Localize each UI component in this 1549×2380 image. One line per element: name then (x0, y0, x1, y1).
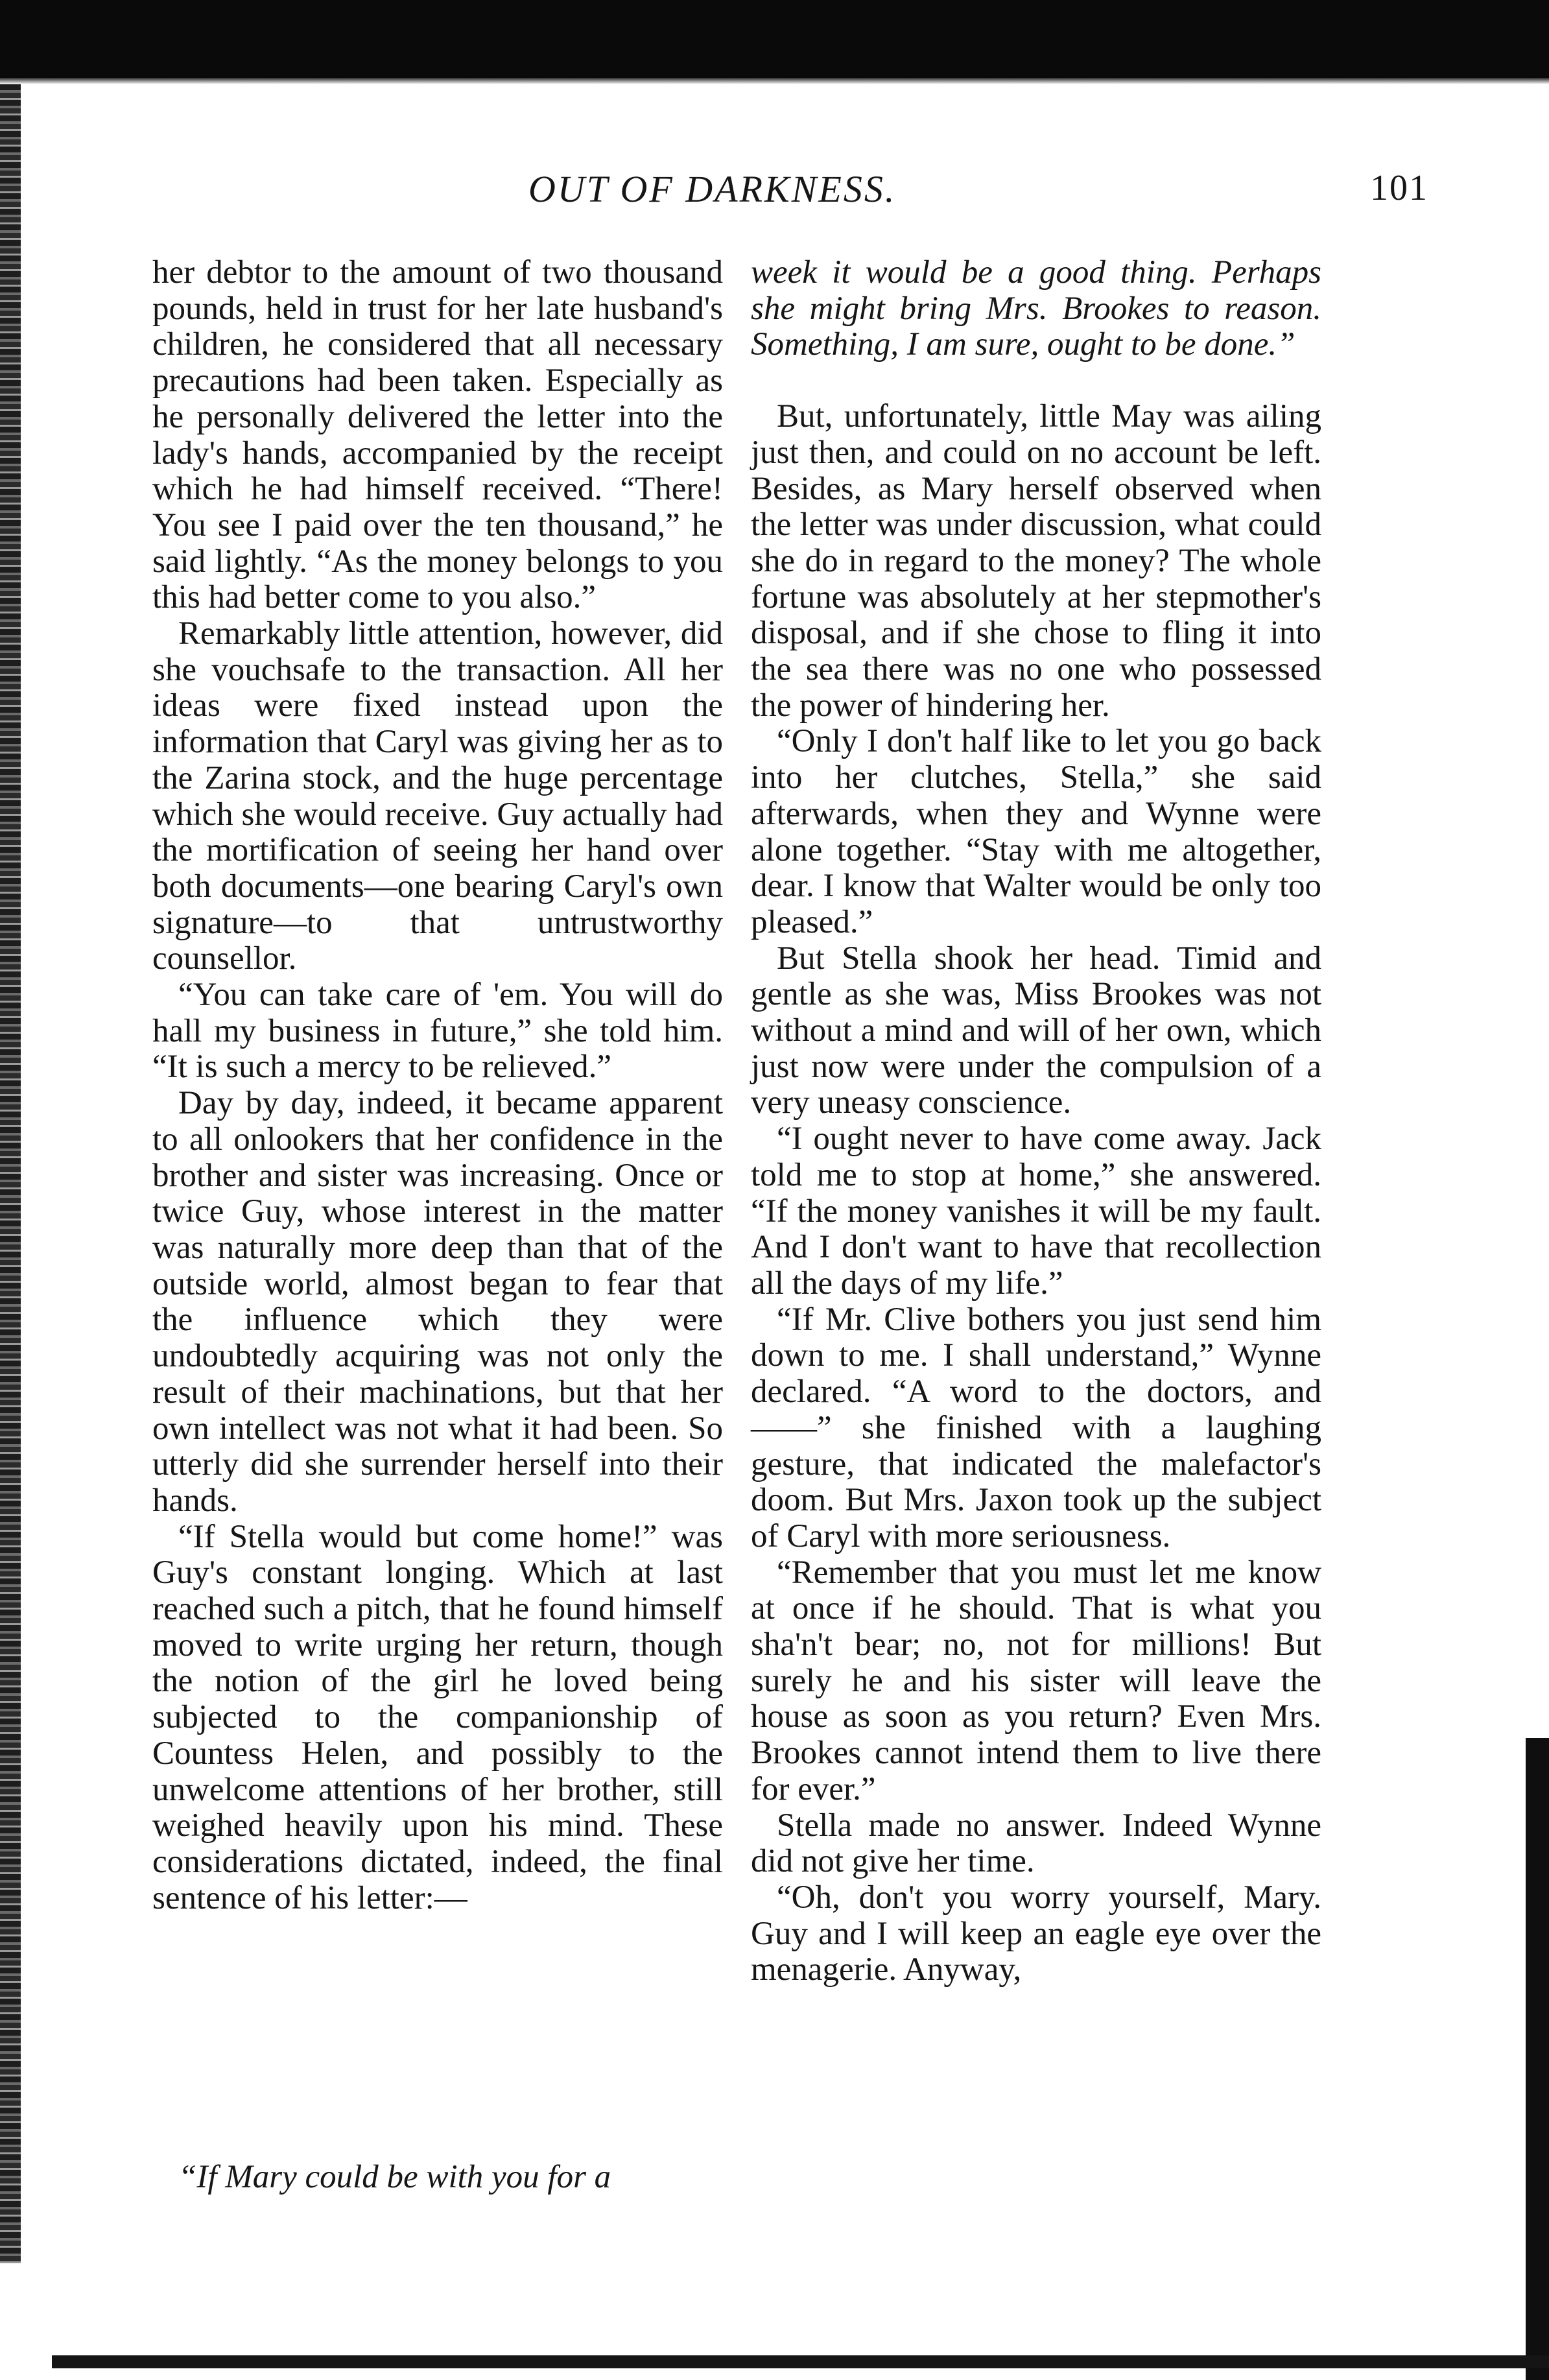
paragraph: “I ought never to have come away. Jack told me to stop at home,” she answered. “If the money vanishes it will be my fault. And I don't want to have that recollection all the days of my life.” (751, 1121, 1321, 1302)
page-number: 101 (1370, 168, 1428, 208)
running-title: OUT OF DARKNESS. (528, 168, 897, 210)
paragraph: Stella made no answer. Indeed Wynne did not give her time. (751, 1807, 1321, 1880)
left-text-column (152, 254, 723, 2195)
scan-bottom-border (52, 2355, 1549, 2368)
paragraph: “If Stella would but come home!” was Guy's constant longing. Which at last reached such a pitch, that he found himself moved to write urging her return, though the notion of the girl he loved being subjected to the companionship of Countess Helen, and possibly to the unwelcome attentions of her brother, still weighed heavily upon his mind. These considerations dictated, indeed, the final sentence of his letter:— (152, 1518, 723, 1916)
page-header (0, 167, 1549, 219)
paragraph: But, unfortunately, little May was ailing just then, and could on no account be left. Besides, as Mary herself observed when the letter was under discussion, what could she do in regard to the money? The whole fortune was absolutely at her stepmother's disposal, and if she chose to fling it into the sea there was no one who possessed the power of hindering her. (751, 398, 1321, 724)
paragraph: “You can take care of 'em. You will do hall my business in future,” she told him. “It is such a mercy to be relieved.” (152, 977, 723, 1086)
letter-quote-start: “If Mary could be with you for a (178, 2159, 611, 2195)
right-text-column (751, 255, 1321, 1988)
scan-top-border-fade (0, 78, 1549, 84)
paragraph: Remarkably little attention, however, did she vouchsafe to the transaction. All her ideas were fixed instead upon the information that Caryl was giving her as to the Zarina stock, and the huge percentage which she would receive. Guy actually had the mortification of seeing her hand over both documents—one bearing Caryl's own signature—to that untrustworthy counsellor. (152, 615, 723, 977)
scan-binding-edge (0, 84, 21, 2263)
paragraph: Day by day, indeed, it became apparent to all onlookers that her confidence in the brother and sister was increasing. Once or twice Guy, whose interest in the matter was naturally more deep than that of the outside world, almost began to fear that the influence which they were undoubtedly acquiring was not only the result of their machinations, but that her own intellect was not what it had been. So utterly did she surrender herself into their hands. (152, 1085, 723, 1519)
scan-top-border (0, 0, 1549, 78)
letter-quote-end: week it would be a good thing. Perhaps she might bring Mrs. Brookes to reason. Something, I am sure, ought to be done.” (751, 254, 1321, 363)
paragraph: But Stella shook her head. Timid and gentle as she was, Miss Brookes was not without a mind and will of her own, which just now were under the compulsion of a very uneasy conscience. (751, 940, 1321, 1121)
paragraph: “Only I don't half like to let you go back into her clutches, Stella,” she said afterwards, when they and Wynne were alone together. “Stay with me altogether, dear. I know that Walter would be only too pleased.” (751, 723, 1321, 940)
paragraph: “If Mr. Clive bothers you just send him down to me. I shall understand,” Wynne declared. “A word to the doctors, and——” she finished with a laughing gesture, that indicated the malefactor's doom. But Mrs. Jaxon took up the subject of Caryl with more seriousness. (751, 1301, 1321, 1554)
paragraph: her debtor to the amount of two thousand pounds, held in trust for her late husband's children, he considered that all necessary precautions had been taken. Especially as he personally delivered the letter into the lady's hands, accompanied by the receipt which he had himself received. “There! You see I paid over the ten thousand,” he said lightly. “As the money belongs to you this had better come to you also.” (152, 254, 723, 616)
paragraph: “Remember that you must let me know at once if he should. That is what you sha'n't bear; no, not for millions! But surely he and his sister will leave the house as soon as you return? Even Mrs. Brookes cannot intend them to live there for ever.” (751, 1554, 1321, 1807)
paragraph: “Oh, don't you worry yourself, Mary. Guy and I will keep an eagle eye over the menagerie. Anyway, (751, 1879, 1321, 1988)
scan-right-border (1526, 1738, 1549, 2380)
